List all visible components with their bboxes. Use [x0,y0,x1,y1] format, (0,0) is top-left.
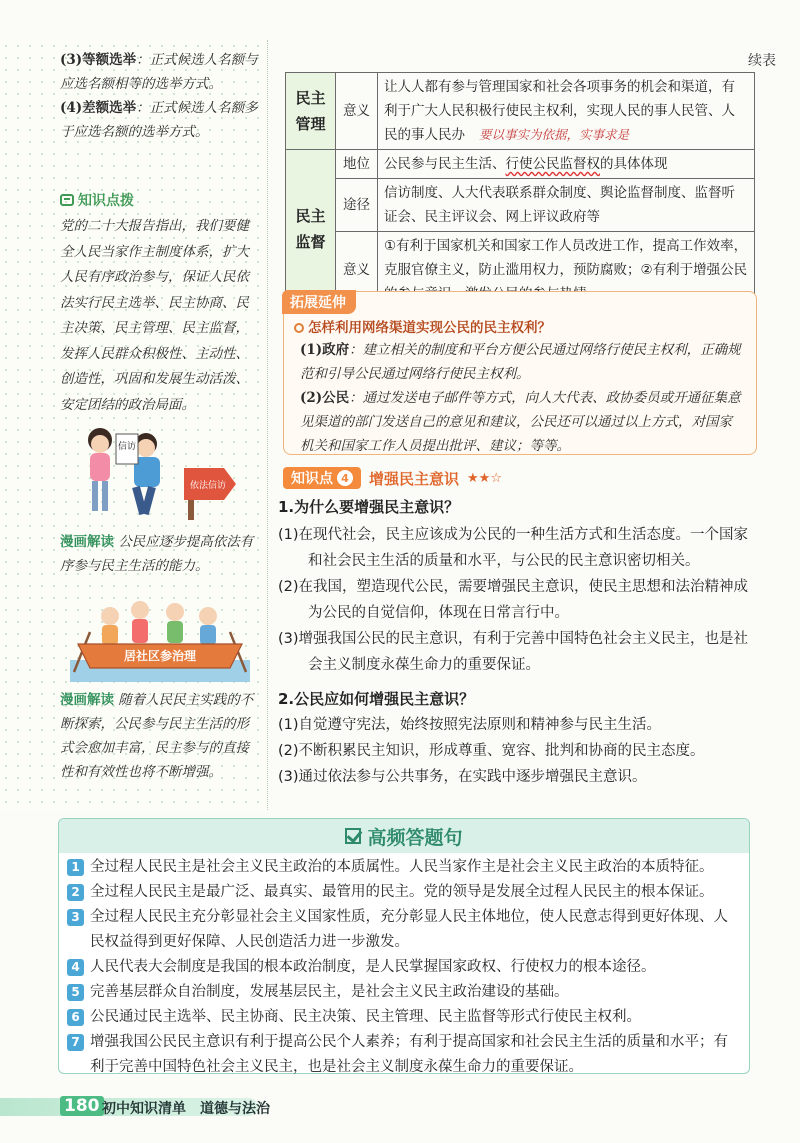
boat-text: 居社区参治理 [123,649,197,663]
extension-body [300,338,745,458]
knowledge-tip-text: 党的二十大报告指出，我们要健全人民当家作主制度体系，扩大人民有序政治参与，保证人民依法实行民主选举、民主协商、民主决策、民主管理、民主监督，发挥人民群众积极性、主动性、创造性，巩固和发展生动活泼、安定团结的政治局面。 [60,218,249,413]
knowledge-point-heading [283,467,502,489]
page-number: 180 [60,1096,104,1116]
knowledge-tip [60,190,260,418]
table-row [286,150,755,179]
target-icon [294,323,304,333]
continued-label: 续表 [748,53,776,69]
answer-block-1 [278,522,756,678]
sign-petition: 信访 [117,442,137,452]
table-row [286,179,755,232]
high-frequency-heading: 高频答题句 [59,819,749,853]
handwritten-note: 要以事实为依据，实事求是 [479,127,630,142]
group-democratic-management: 民主管理 [286,73,336,150]
high-frequency-list [59,853,749,1080]
comic-note-1: 漫画解读 公民应逐步提高依法有序参与民主生活的能力。 [60,534,254,574]
answer-block-2 [278,712,756,790]
extension-point-government: (1)政府：建立相关的制度和平台方便公民通过网络行使民主权利，正确规范和引导公民通过网络行使民主权利。 [300,342,741,382]
tip-icon [60,194,74,206]
knowledge-point-title: 增强民主意识 [369,469,460,488]
page-footer [0,1096,800,1118]
high-frequency-box [58,818,750,1074]
knowledge-point-tag: 知识点 4 [283,467,361,489]
democracy-table [285,72,755,309]
sign-lawful-petition: 依法信访 [189,481,227,491]
book-title: 初中知识清单 道德与法治 [102,1101,270,1117]
table-cell: 信访制度、人大代表联系群众制度、舆论监督制度、监督听证会、民主评议会、网上评议政府等 [378,179,755,232]
list-item: 3 全过程人民民主充分彰显社会主义国家性质，充分彰显人民主体地位，使人民意志得到更好体现、人民权益得到更好保障、人民创造活力进一步激发。 [67,905,739,955]
definition-equal-election: (3)等额选举：正式候选人名额与应选名额相等的选举方式。 [60,52,258,92]
table-row [286,73,755,150]
answer-item: (3)增强我国公民的民主意识，有利于完善中国特色社会主义民主，也是社会主义制度永葆生命力的重要保证。 [278,631,749,673]
definition-competitive-election: (4)差额选举：正式候选人名额多于应选名额的选举方式。 [60,100,258,140]
answer-item: (2)在我国，塑造现代公民，需要增强民主意识，使民主思想和法治精神成为公民的自觉信仰，体现在日常言行中。 [278,579,749,621]
row-label: 地位 [336,150,378,179]
extension-tag: 拓展延伸 [282,290,356,314]
question-2: 2.公民应如何增强民主意识？ [278,690,475,708]
extension-box [283,291,757,455]
knowledge-tip-heading: 知识点拨 [60,190,260,210]
list-item: 7 增强我国公民民主意识有利于提高公民个人素养；有利于提高国家和社会民主生活的质量和水平；有利于完善中国特色社会主义民主，也是社会主义制度永葆生命力的重要保证。 [67,1030,739,1080]
list-item: 5 完善基层群众自治制度，发展基层民主，是社会主义民主政治建设的基础。 [67,980,739,1005]
row-label: 途径 [336,179,378,232]
answer-item: (3)通过依法参与公共事务，在实践中逐步增强民主意识。 [278,769,647,785]
difficulty-stars: ★★☆ [467,470,502,486]
table-cell: ①有利于国家机关和国家工作人员改进工作，提高工作效率，克服官僚主义，防止滥用权力，预防腐败；②有利于增强公民 [378,232,755,309]
question-1: 1.为什么要增强民主意识？ [278,498,460,516]
list-item: 4 人民代表大会制度是我国的根本政治制度，是人民掌握国家政权、行使权力的根本途径。 [67,955,739,980]
list-item: 6 公民通过民主选举、民主协商、民主决策、民主管理、民主监督等形式行使民主权利。 [67,1005,739,1030]
definition-block [60,48,260,144]
answer-item: (1)在现代社会，民主应该成为公民的一种生活方式和生活态度。一个国家和社会民主生活的质量和水平，与公民的民主意识密切相关。 [278,527,749,569]
comic-petition-illustration [78,422,238,522]
list-item: 2 全过程人民民主是最广泛、最真实、最管用的民主。党的领导是发展全过程人民民主的根本保证。 [67,880,739,905]
table-cell: 让人人都有参与管理国家和社会各项事务的机会和渠道，有利于广大人民积极行使民主权利，实现人民的事人民管、人民的事人民办 要以事实为依据，实事求是 [378,73,755,150]
comic-boat-illustration [70,588,250,682]
row-label: 意义 [336,73,378,150]
table-cell: 公民参与民主生活、行使公民监督权的具体体现 [378,150,755,179]
extension-point-citizen: (2)公民：通过发送电子邮件等方式，向人大代表、政协委员或开通征集意见渠道的部门发送自己的意见和建议，公民还可以通过以上方式，对国家机关和国家工作人员提出批评、建议；等等。 [300,390,741,454]
list-item: 1 全过程人民民主是社会主义民主政治的本质属性。人民当家作主是社会主义民主政治的本质特征。 [67,855,739,880]
row-label: 意义 [336,232,378,309]
checkbox-icon [345,828,361,844]
comic-note-2: 漫画解读 随着人民民主实践的不断探索，公民参与民主生活的形式会愈加丰富，民主参与的直接性和有效性也将不断增强。 [60,692,254,780]
extension-question: 怎样利用网络渠道实现公民的民主权利？ [294,316,551,336]
answer-item: (2)不断积累民主知识，形成尊重、宽容、批判和协商的民主态度。 [278,743,705,759]
group-democratic-supervision: 民主监督 [286,150,336,309]
answer-item: (1)自觉遵守宪法，始终按照宪法原则和精神参与民主生活。 [278,717,662,733]
